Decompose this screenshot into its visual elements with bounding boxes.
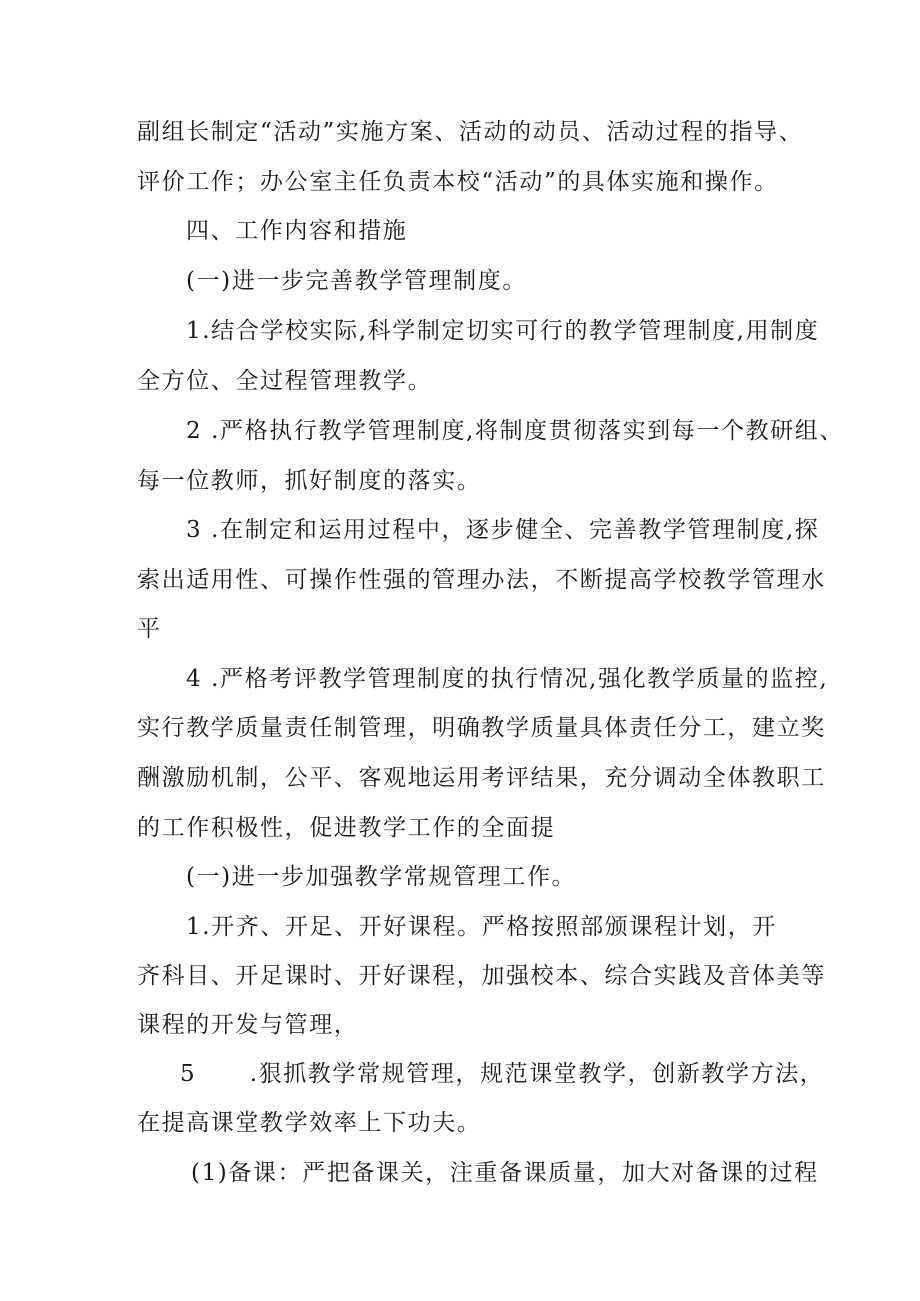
body-text-line: 1.结合学校实际,科学制定切实可行的教学管理制度,用制度 <box>186 318 820 344</box>
body-text-line: 课程的开发与管理， <box>137 1012 359 1038</box>
body-text-line: 1.开齐、开足、开好课程。严格按照部颁课程计划，开 <box>186 914 777 940</box>
body-text-line: 2 .严格执行教学管理制度,将制度贯彻落实到每一个教研组、 <box>186 418 844 444</box>
body-text-line: 全方位、全过程管理教学。 <box>137 368 433 394</box>
body-text-line: (1)备课：严把备课关，注重备课质量，加大对备课的过程 <box>191 1160 819 1186</box>
body-text-line: 的工作积极性，促进教学工作的全面提 <box>137 815 556 841</box>
body-text-line: 每一位教师，抓好制度的落实。 <box>137 468 482 494</box>
body-text-line: 平 <box>137 616 162 642</box>
body-text-line: 在提高课堂教学效率上下功夫。 <box>137 1110 482 1136</box>
body-text-line: 实行教学质量责任制管理，明确教学质量具体责任分工，建立奖 <box>137 715 826 741</box>
subsection-heading: (一)进一步完善教学管理制度。 <box>186 268 527 294</box>
subsection-heading: (一)进一步加强教学常规管理工作。 <box>186 864 577 890</box>
body-text-line: 齐科目、开足课时、开好课程，加强校本、综合实践及音体美等 <box>137 963 826 989</box>
body-text-line: 5 .狠抓教学常规管理，规范课堂教学，创新教学方法， <box>180 1061 825 1087</box>
section-heading: 四、工作内容和措施 <box>186 218 408 244</box>
body-text-line: 索出适用性、可操作性强的管理办法，不断提高学校教学管理水 <box>137 567 826 593</box>
body-text-line: 酬激励机制，公平、客观地运用考评结果，充分调动全体教职工 <box>137 765 826 791</box>
body-text-line: 4 .严格考评教学管理制度的执行情况,强化教学质量的监控, <box>186 666 829 692</box>
body-text-line: 副组长制定“活动”实施方案、活动的动员、活动过程的指导、 <box>137 119 804 145</box>
body-text-line: 3 .在制定和运用过程中，逐步健全、完善教学管理制度,探 <box>186 517 820 543</box>
body-text-line: 评价工作；办公室主任负责本校“活动”的具体实施和操作。 <box>137 169 779 195</box>
